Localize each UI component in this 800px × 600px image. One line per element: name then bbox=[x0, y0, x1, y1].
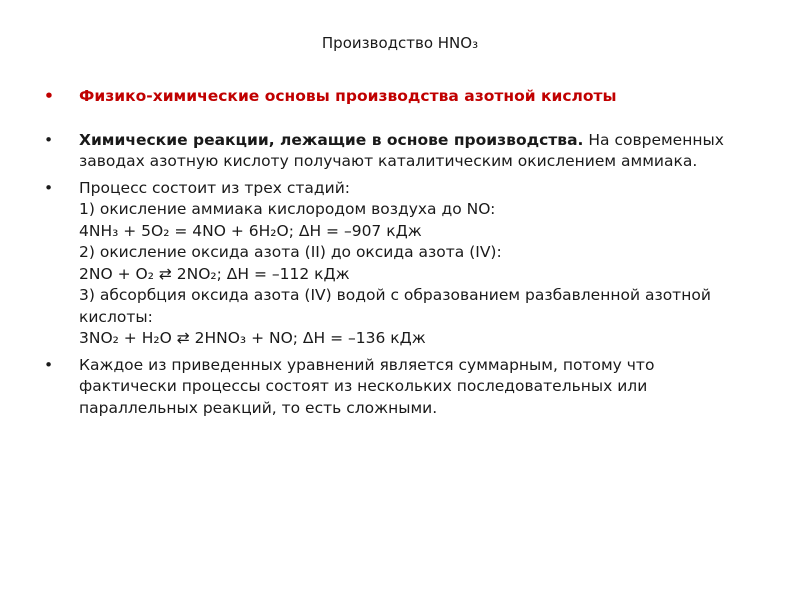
stages-intro: Процесс состоит из трех стадий: bbox=[79, 178, 350, 197]
stage-1-equation: 4NH₃ + 5O₂ = 4NO + 6H₂O; ΔH = –907 кДж bbox=[79, 221, 422, 240]
bullet-text: Физико-химические основы производства азотной кислоты bbox=[79, 87, 617, 105]
bullet-dot: • bbox=[44, 355, 54, 374]
stage-1-label: 1) окисление аммиака кислородом воздуха до NO: bbox=[79, 200, 496, 218]
bullet-item-summary bbox=[44, 355, 734, 420]
stage-3-equation: 3NO₂ + H₂O ⇄ 2HNO₃ + NO; ΔH = –136 кДж bbox=[79, 329, 426, 347]
slide-title: Производство HNO₃ bbox=[321, 34, 479, 52]
bullet-text: На современных заводах азотную кислоту получают каталитическим окислением аммиака. bbox=[79, 130, 724, 170]
bullet-item-reactions bbox=[44, 130, 734, 173]
stage-2-equation: 2NO + O₂ ⇄ 2NO₂; ΔH = –112 кДж bbox=[79, 264, 350, 283]
bullet-text: Каждое из приведенных уравнений является суммарным, потому что фактически процессы состоят из нескольких последовательных или параллельных реакций, то есть сложными. bbox=[79, 355, 655, 417]
bullet-dot: • bbox=[44, 87, 54, 105]
bullet-bold-lead: Химические реакции, лежащие в основе производства. bbox=[79, 130, 584, 149]
bullet-item-heading bbox=[44, 86, 734, 108]
stage-2-label: 2) окисление оксида азота (II) до оксида азота (IV): bbox=[79, 243, 502, 261]
stage-3-label: 3) абсорбция оксида азота (IV) водой с образованием разбавленной азотной кислоты: bbox=[79, 286, 711, 326]
bullet-list bbox=[44, 86, 734, 419]
bullet-dot: • bbox=[44, 178, 54, 197]
bullet-item-stages bbox=[44, 178, 734, 350]
bullet-dot: • bbox=[44, 130, 54, 149]
